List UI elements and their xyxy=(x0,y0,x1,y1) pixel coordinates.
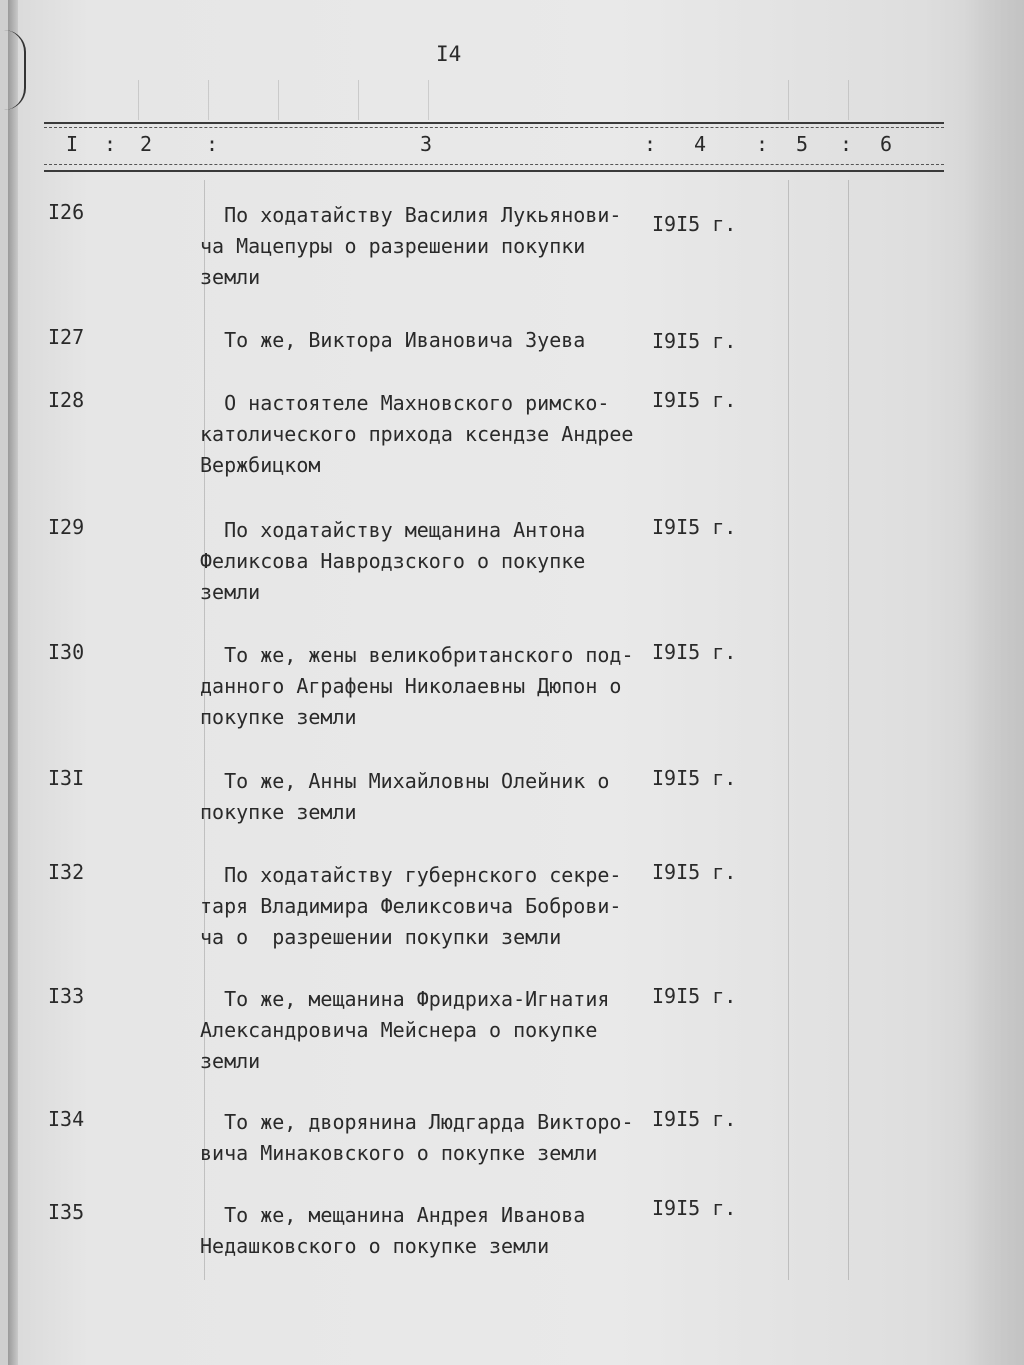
row-number: I30 xyxy=(48,640,85,664)
column-2-label: 2 xyxy=(140,132,153,156)
row-number: I3I xyxy=(48,766,85,790)
column-4-label: 4 xyxy=(694,132,707,156)
column-3-label: 3 xyxy=(420,132,433,156)
row-description: То же, Анны Михайловны Олейник о покупке земли xyxy=(200,769,610,824)
column-divider xyxy=(788,180,789,1280)
row-year: I9I5 г. xyxy=(652,640,737,664)
column-separator: : xyxy=(206,132,219,156)
row-number: I33 xyxy=(48,984,85,1008)
column-separator: : xyxy=(840,132,853,156)
header-rule-bottom xyxy=(44,170,944,172)
column-separator: : xyxy=(104,132,117,156)
page-curl xyxy=(4,30,26,110)
column-5-label: 5 xyxy=(796,132,809,156)
page-number: I4 xyxy=(436,42,462,66)
column-separator: : xyxy=(756,132,769,156)
row-year: I9I5 г. xyxy=(652,388,737,412)
row-number: I28 xyxy=(48,388,85,412)
column-separator: : xyxy=(644,132,657,156)
row-year: I9I5 г. xyxy=(652,329,737,353)
row-description: То же, мещанина Андрея Иванова Недашковского о покупке земли xyxy=(200,1203,586,1258)
row-number: I27 xyxy=(48,325,85,349)
header-rule-bottom-dashed xyxy=(44,164,944,165)
row-year: I9I5 г. xyxy=(652,212,737,236)
row-description: То же, дворянина Людгарда Викторо- вича Минаковского о покупке земли xyxy=(200,1110,634,1165)
row-description: По ходатайству мещанина Антона Феликсова Навродзского о покупке земли xyxy=(200,518,586,604)
row-number: I29 xyxy=(48,515,85,539)
header-rule-top-dashed xyxy=(44,127,944,128)
bleed-through-header xyxy=(48,80,948,120)
row-number: I26 xyxy=(48,200,85,224)
row-description: По ходатайству губернского секре- таря Владимира Феликсовича Боброви- ча о разрешении покупки земли xyxy=(200,863,622,949)
page-edge-left xyxy=(8,0,18,1365)
row-description: О настоятеле Махновского римско- католического прихода ксендзе Андрее Вержбицком xyxy=(200,391,634,477)
header-rule-top xyxy=(44,122,944,124)
row-year: I9I5 г. xyxy=(652,515,737,539)
column-1-label: I xyxy=(66,132,79,156)
row-number: I34 xyxy=(48,1107,85,1131)
row-year: I9I5 г. xyxy=(652,984,737,1008)
row-number: I35 xyxy=(48,1200,85,1224)
column-6-label: 6 xyxy=(880,132,893,156)
page-edge-right xyxy=(964,0,1024,1365)
row-description: По ходатайству Василия Лукьянови- ча Мацепуры о разрешении покупки земли xyxy=(200,203,622,289)
row-year: I9I5 г. xyxy=(652,1107,737,1131)
row-year: I9I5 г. xyxy=(652,860,737,884)
row-description: То же, жены великобританского под- данного Аграфены Николаевны Дюпон о покупке земли xyxy=(200,643,634,729)
row-number: I32 xyxy=(48,860,85,884)
row-description: То же, Виктора Ивановича Зуева xyxy=(200,328,586,352)
row-year: I9I5 г. xyxy=(652,1196,737,1220)
row-description: То же, мещанина Фридриха-Игнатия Александровича Мейснера о покупке земли xyxy=(200,987,610,1073)
row-year: I9I5 г. xyxy=(652,766,737,790)
column-divider xyxy=(848,180,849,1280)
